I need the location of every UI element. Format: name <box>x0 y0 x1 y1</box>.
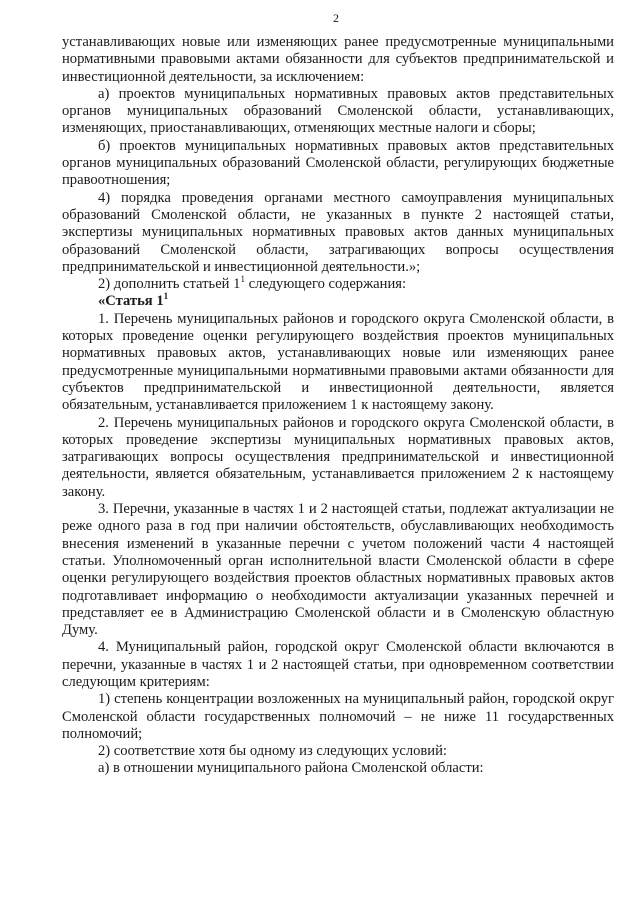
paragraph-criterion-1: 1) степень концентрации возложенных на муниципальный район, городской округ Смоленской области государственных полномочий – не ниже 11 государственных полномочий; <box>62 691 614 742</box>
paragraph-item-4: 4) порядка проведения органами местного самоуправления муниципальных образований Смоленской области, не указанных в пункте 2 настоящей статьи, экспертизы муниципальных нормативных правовых актов данных муниципальных образований Смоленской области, затрагивающих вопросы осуществления предпринимательской и инвестиционной деятельности.»; <box>62 189 614 275</box>
document-page <box>62 10 614 890</box>
paragraph-intro-continuation: устанавливающих новые или изменяющих ранее предусмотренные муниципальными нормативными правовыми актами обязанности для субъектов предпринимательской и инвестиционной деятельности, за исключением: <box>62 34 614 85</box>
article-heading <box>62 293 614 310</box>
article-heading-superscript: 1 <box>163 291 169 302</box>
paragraph-part-4: 4. Муниципальный район, городской округ Смоленской области включаются в перечни, указанные в частях 1 и 2 настоящей статьи, при одновременном соответствии следующим критериям: <box>62 639 614 690</box>
page-number: 2 <box>333 11 339 25</box>
document-body <box>62 34 614 778</box>
amendment-text: 2) дополнить статьей 1 <box>98 276 241 293</box>
paragraph-exception-a: а) проектов муниципальных нормативных правовых актов представительных органов муниципальных образований Смоленской области, устанавливающих, изменяющих, приостанавливающих, отменяющих местные налоги и сборы; <box>62 85 614 137</box>
article-heading-text: «Статья 1 <box>98 293 164 310</box>
paragraph-condition-a: а) в отношении муниципального района Смоленской области: <box>98 760 484 777</box>
amendment-text-end: следующего содержания: <box>244 276 407 293</box>
superscript: 1 <box>240 274 245 285</box>
paragraph-item-2-amendment <box>62 276 614 293</box>
paragraph-criterion-2: 2) соответствие хотя бы одному из следующих условий: <box>98 743 447 760</box>
paragraph-part-2: 2. Перечень муниципальных районов и городского округа Смоленской области, в которых проведение экспертизы муниципальных нормативных правовых актов, затрагивающих вопросы осуществления предпринимательской и инвестиционной деятельности, является обязательным, устанавливается приложением 2 к настоящему закону. <box>62 414 614 500</box>
paragraph-part-3: 3. Перечни, указанные в частях 1 и 2 настоящей статьи, подлежат актуализации не реже одного раза в год при наличии обстоятельств, обуславливающих необходимость внесения изменений в указанные перечни с учетом положений части 4 настоящей статьи. Уполномоченный орган исполнительной власти Смоленской области в сфере оценки регулирующего воздействия проектов областных нормативных правовых актов подготавливает информацию о необходимости актуализации указанных перечней и представляет ее в Администрацию Смоленской области и в Смоленскую областную Думу. <box>62 501 614 639</box>
paragraph-exception-b: б) проектов муниципальных нормативных правовых актов представительных органов муниципальных образований Смоленской области, регулирующих бюджетные правоотношения; <box>62 137 614 189</box>
paragraph-part-1: 1. Перечень муниципальных районов и городского округа Смоленской области, в которых проведение оценки регулирующего воздействия проектов муниципальных нормативных правовых актов, устанавливающих новые или изменяющих ранее предусмотренные муниципальными нормативными правовыми актами обязанности для субъектов предпринимательской и инвестиционной деятельности, является обязательным, устанавливается приложением 1 к настоящему закону. <box>62 310 614 414</box>
